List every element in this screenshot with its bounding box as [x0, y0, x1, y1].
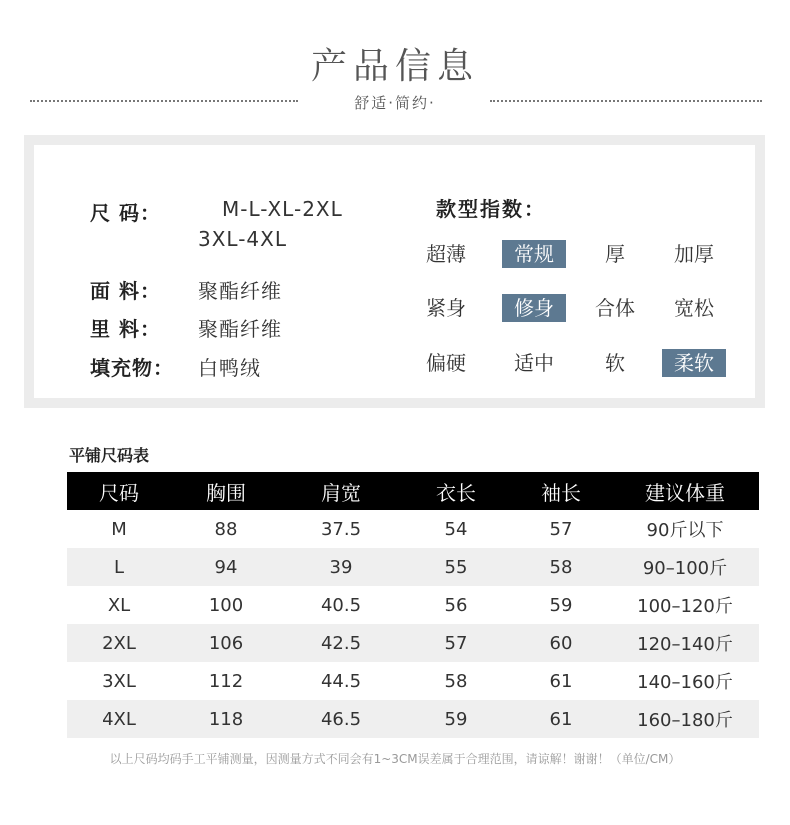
cell-size: M [111, 518, 127, 540]
table-row [67, 548, 759, 586]
softness-option-very-soft: 柔软 [662, 349, 726, 377]
table-row [67, 700, 759, 738]
table-row [67, 662, 759, 700]
cell-length: 54 [444, 518, 468, 540]
cell-length: 57 [401, 624, 511, 662]
table-row [67, 510, 759, 548]
size-value-line2: 3XL-4XL [198, 227, 288, 251]
measurement-note: 以上尺码均码手工平铺测量，因测量方式不同会有1~3CM误差属于合理范围，请谅解！谢谢！（单位/CM） [109, 752, 681, 766]
cell-length: 56 [444, 594, 468, 616]
cell-chest: 112 [208, 670, 244, 692]
cell-weight: 90斤以下 [646, 520, 724, 541]
thickness-option-regular: 常规 [502, 240, 566, 268]
cell-shoulder: 40.5 [320, 594, 362, 616]
cell-size: 3XL [102, 670, 136, 692]
header-weight: 建议体重 [611, 472, 759, 510]
size-table-header [67, 472, 759, 510]
lining-value: 聚酯纤维 [198, 317, 282, 341]
size-table-title: 平铺尺码表 [69, 446, 150, 465]
page-title: 产品信息 [310, 46, 479, 87]
cell-size: 4XL [67, 700, 171, 738]
cell-length: 55 [401, 548, 511, 586]
cell-sleeve: 61 [511, 700, 611, 738]
softness-option-stiff: 偏硬 [426, 351, 466, 375]
cell-chest: 94 [171, 548, 281, 586]
cell-size: XL [107, 594, 131, 616]
filling-label: 填充物： [90, 356, 174, 380]
cell-sleeve: 57 [549, 518, 573, 540]
filling-value: 白鸭绒 [198, 356, 261, 380]
thickness-option-thick: 厚 [605, 242, 625, 266]
header-chest: 胸围 [171, 472, 281, 510]
divider-left [30, 100, 298, 102]
cell-chest: 118 [171, 700, 281, 738]
cell-sleeve: 59 [549, 594, 573, 616]
cell-weight: 160–180斤 [611, 700, 759, 738]
cell-size: L [67, 548, 171, 586]
table-row [67, 586, 759, 624]
fabric-value: 聚酯纤维 [198, 279, 282, 303]
softness-option-moderate: 适中 [514, 351, 554, 375]
cell-shoulder: 39 [281, 548, 401, 586]
fabric-label: 面 料： [90, 279, 161, 303]
cell-length: 58 [444, 670, 468, 692]
divider-right [490, 100, 762, 102]
header-size: 尺码 [67, 472, 171, 510]
product-info-panel [24, 135, 765, 408]
fit-option-slim: 修身 [502, 294, 566, 322]
thickness-option-extra-thick: 加厚 [674, 242, 714, 266]
cell-weight: 140–160斤 [637, 672, 733, 693]
thickness-option-ultrathin: 超薄 [426, 242, 466, 266]
cell-sleeve: 61 [549, 670, 573, 692]
fit-option-regular: 合体 [595, 296, 635, 320]
header-length: 衣长 [401, 472, 511, 510]
cell-shoulder: 44.5 [320, 670, 362, 692]
header-shoulder: 肩宽 [281, 472, 401, 510]
table-row [67, 624, 759, 662]
cell-shoulder: 46.5 [281, 700, 401, 738]
style-index-title: 款型指数： [436, 197, 546, 221]
cell-chest: 106 [171, 624, 281, 662]
cell-length: 59 [401, 700, 511, 738]
header-sleeve: 袖长 [511, 472, 611, 510]
cell-chest: 100 [208, 594, 244, 616]
cell-sleeve: 60 [511, 624, 611, 662]
cell-shoulder: 42.5 [281, 624, 401, 662]
fit-option-loose: 宽松 [674, 296, 714, 320]
softness-option-soft: 软 [605, 351, 625, 375]
cell-shoulder: 37.5 [320, 518, 362, 540]
cell-sleeve: 58 [511, 548, 611, 586]
product-info-card [34, 145, 755, 398]
cell-weight: 120–140斤 [611, 624, 759, 662]
page-subtitle: 舒适·简约· [354, 94, 436, 112]
size-value-line1: M-L-XL-2XL [222, 197, 343, 221]
fit-option-tight: 紧身 [426, 296, 466, 320]
cell-weight: 100–120斤 [637, 596, 733, 617]
size-label: 尺 码： [90, 201, 161, 225]
cell-size: 2XL [67, 624, 171, 662]
lining-label: 里 料： [90, 317, 161, 341]
cell-chest: 88 [214, 518, 238, 540]
cell-weight: 90–100斤 [611, 548, 759, 586]
size-table [67, 472, 759, 738]
